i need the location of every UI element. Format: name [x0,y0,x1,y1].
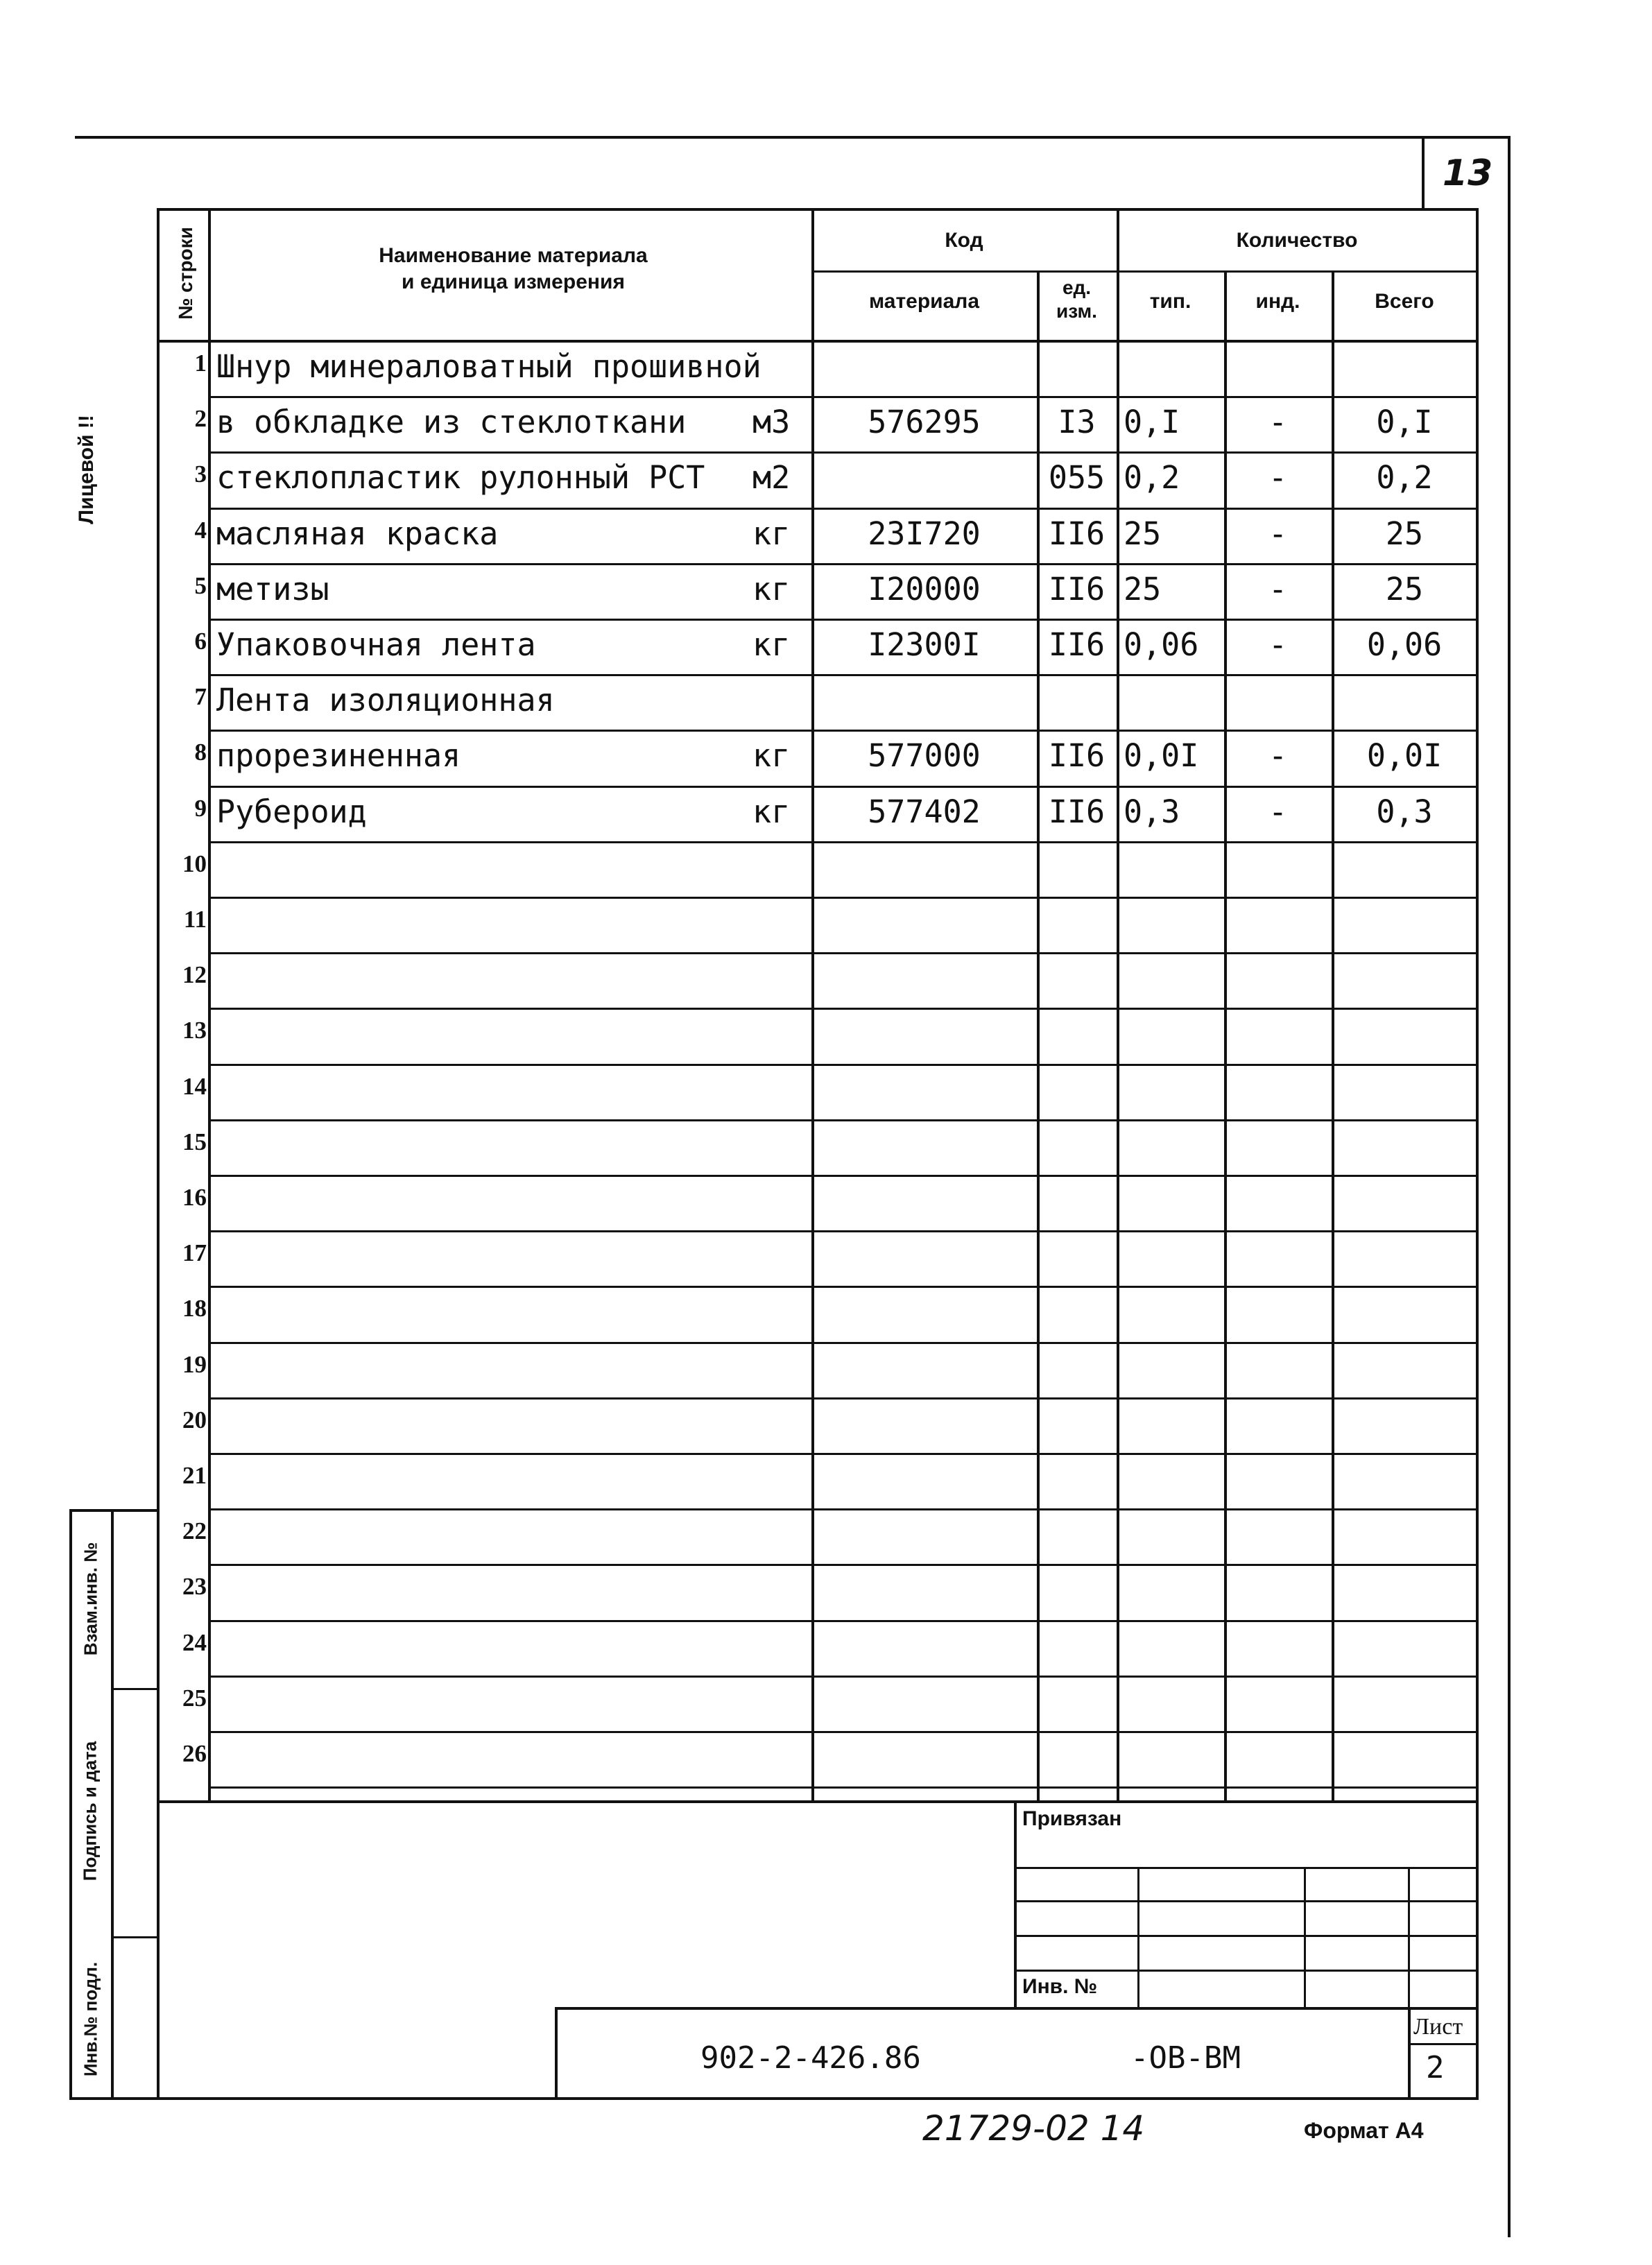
row-unit-code: II6 [1048,793,1105,830]
row-unit-code: II6 [1048,626,1105,663]
row-qty-total: 0,0I [1366,737,1443,774]
column-line [1037,270,1040,1800]
row-qty-typ: 0,2 [1124,459,1180,496]
page-bottom-line [69,2097,1479,2100]
row-qty-typ: 0,3 [1124,793,1180,830]
row-number: 5 [194,572,207,599]
row-material-code: 577000 [868,737,981,774]
side-stamp-left [69,1509,72,2099]
row-line [208,396,1477,398]
row-line [208,841,1477,843]
row-unit-code: II6 [1048,571,1105,608]
row-number: 13 [182,1017,207,1044]
bottom-right-line [1476,1800,1479,2100]
row-line [208,1230,1477,1232]
row-qty-ind: - [1268,404,1288,440]
left-margin-mark: Лицевой !! [75,415,98,524]
privyazan-col3 [1408,1867,1410,2008]
side-stamp-div1 [111,1688,160,1690]
row-qty-ind: - [1268,459,1288,496]
row-qty-ind: - [1268,626,1288,663]
inv-no-label: Инв. № [1022,1975,1098,1998]
row-qty-total: 0,3 [1376,793,1433,830]
row-number: 9 [194,795,207,822]
side-stamp-sign-date: Подпись и дата [79,1741,101,1881]
row-unit: кг [752,793,791,830]
row-line [208,1731,1477,1733]
row-material-code: I2300I [868,626,981,663]
header-qty-ind: инд. [1255,290,1300,313]
row-number: 26 [182,1740,207,1767]
side-stamp-vzam: Взам.инв. № [80,1542,101,1656]
row-line [208,619,1477,621]
privyazan-col1 [1137,1867,1139,2008]
row-line [208,1064,1477,1066]
row-name: Лента изоляционная [216,682,555,718]
row-qty-typ: 0,0I [1124,737,1199,774]
row-line [208,451,1477,454]
row-unit: кг [752,626,791,663]
row-name: Рубероид [216,793,367,830]
row-unit: кг [752,571,791,608]
row-number: 17 [182,1239,207,1266]
row-number: 2 [194,405,207,432]
title-block-top [555,2007,1479,2010]
sheet-label: Лист [1413,2014,1463,2040]
handwritten-number: 21729-02 14 [922,2108,1145,2148]
header-qty-total: Всего [1375,290,1434,313]
row-line [208,1008,1477,1010]
format-label: Формат А4 [1304,2118,1424,2143]
sheet-box-mid [1408,2043,1477,2045]
header-code: Код [945,229,983,252]
bottom-left-line [157,1800,160,2100]
row-number: 12 [182,961,207,988]
row-line [208,952,1477,954]
row-line [208,1175,1477,1177]
row-line [208,730,1477,732]
row-name: прорезиненная [216,737,461,774]
header-quantity: Количество [1236,229,1358,252]
row-unit: кг [752,737,791,774]
column-line [1117,208,1119,1800]
page-number-box-left [1422,136,1425,208]
row-qty-ind: - [1268,793,1288,830]
row-number: 22 [182,1517,207,1544]
privyazan-left [1014,1800,1017,2008]
row-unit-code: II6 [1048,737,1105,774]
row-number: 24 [182,1629,207,1656]
header-qty-typ: тип. [1149,290,1191,313]
row-line [208,508,1477,510]
row-qty-total: 0,I [1376,404,1433,440]
right-border-line [1508,136,1511,2237]
row-line [208,1676,1477,1678]
side-stamp-div2 [111,1936,160,1938]
row-line [208,1119,1477,1121]
row-line [208,563,1477,565]
row-name: Шнур минераловатный прошивной [216,348,762,385]
row-qty-ind: - [1268,571,1288,608]
row-line [208,1453,1477,1455]
row-unit-code: 055 [1048,459,1105,496]
row-number: 16 [182,1184,207,1211]
column-line [208,208,211,1800]
table-bottom-line [157,1800,1479,1803]
side-stamp-inv-orig: Инв.№ подл. [80,1961,101,2077]
header-code-unit: ед. изм. [1056,277,1097,322]
row-number: 20 [182,1406,207,1433]
row-line [208,786,1477,788]
privyazan-line4 [1014,1970,1476,1972]
row-number: 14 [182,1073,207,1100]
row-qty-typ: 25 [1124,571,1162,608]
row-line [208,1397,1477,1400]
row-material-code: 577402 [868,793,981,830]
row-line [208,1786,1477,1789]
header-code-material: материала [868,290,980,313]
top-border-line [75,136,1511,139]
row-unit-code: II6 [1048,515,1105,552]
header-name: Наименование материала и единица измерения [379,244,648,293]
row-number: 4 [194,517,207,544]
title-block-left [555,2007,558,2100]
row-number: 10 [182,850,207,877]
privyazan-col2 [1304,1867,1306,2008]
row-number: 8 [194,739,207,766]
row-material-code: 576295 [868,404,981,440]
column-line [811,208,814,1800]
row-number: 19 [182,1351,207,1378]
row-qty-total: 25 [1385,515,1424,552]
row-line [208,1620,1477,1622]
row-qty-ind: - [1268,515,1288,552]
row-line [208,1508,1477,1510]
row-number: 6 [194,628,207,655]
privyazan-label: Привязан [1022,1807,1122,1830]
table-left-line [157,208,160,1800]
row-line [208,1286,1477,1288]
page-number: 13 [1443,153,1493,194]
row-unit-code: I3 [1058,404,1096,440]
row-number: 21 [182,1462,207,1489]
table-right-line [1476,208,1479,1800]
row-name: Упаковочная лента [216,626,536,663]
row-material-code: I20000 [868,571,981,608]
side-stamp-mid [111,1509,114,2099]
row-name: в обкладке из стеклоткани [216,404,687,440]
side-stamp-top [69,1509,160,1512]
sheet-number: 2 [1426,2050,1445,2085]
row-unit: м3 [752,404,791,440]
privyazan-line3 [1014,1935,1476,1937]
row-qty-ind: - [1268,737,1288,774]
row-qty-total: 0,2 [1376,459,1433,496]
header-bottom-line [157,340,1479,343]
doc-suffix: -ОВ-ВМ [1130,2040,1241,2076]
row-qty-typ: 0,I [1124,404,1180,440]
table-top-line [157,208,1479,211]
row-name: метизы [216,571,329,608]
sheet-box-left [1408,2007,1411,2100]
row-number: 18 [182,1295,207,1322]
row-number: 7 [194,683,207,710]
row-number: 23 [182,1573,207,1600]
row-unit: м2 [752,459,791,496]
column-line [1224,270,1227,1800]
row-line [208,1342,1477,1344]
row-number: 3 [194,460,207,488]
row-name: стеклопластик рулонный РСТ [216,459,705,496]
privyazan-line2 [1014,1900,1476,1902]
row-qty-typ: 0,06 [1124,626,1199,663]
row-name: масляная краска [216,515,499,552]
row-line [208,897,1477,899]
row-qty-typ: 25 [1124,515,1162,552]
row-number: 1 [194,350,207,377]
row-material-code: 23I720 [868,515,981,552]
row-qty-total: 0,06 [1366,626,1443,663]
privyazan-line1 [1014,1867,1476,1869]
row-number: 11 [183,906,207,933]
row-unit: кг [752,515,791,552]
row-qty-total: 25 [1385,571,1424,608]
header-row-no: № строки [175,227,196,320]
column-line [1332,270,1334,1800]
doc-code: 902-2-426.86 [700,2040,921,2076]
row-number: 25 [182,1685,207,1712]
row-line [208,1564,1477,1566]
row-line [208,674,1477,676]
header-sub-line [811,270,1476,273]
row-number: 15 [182,1128,207,1155]
